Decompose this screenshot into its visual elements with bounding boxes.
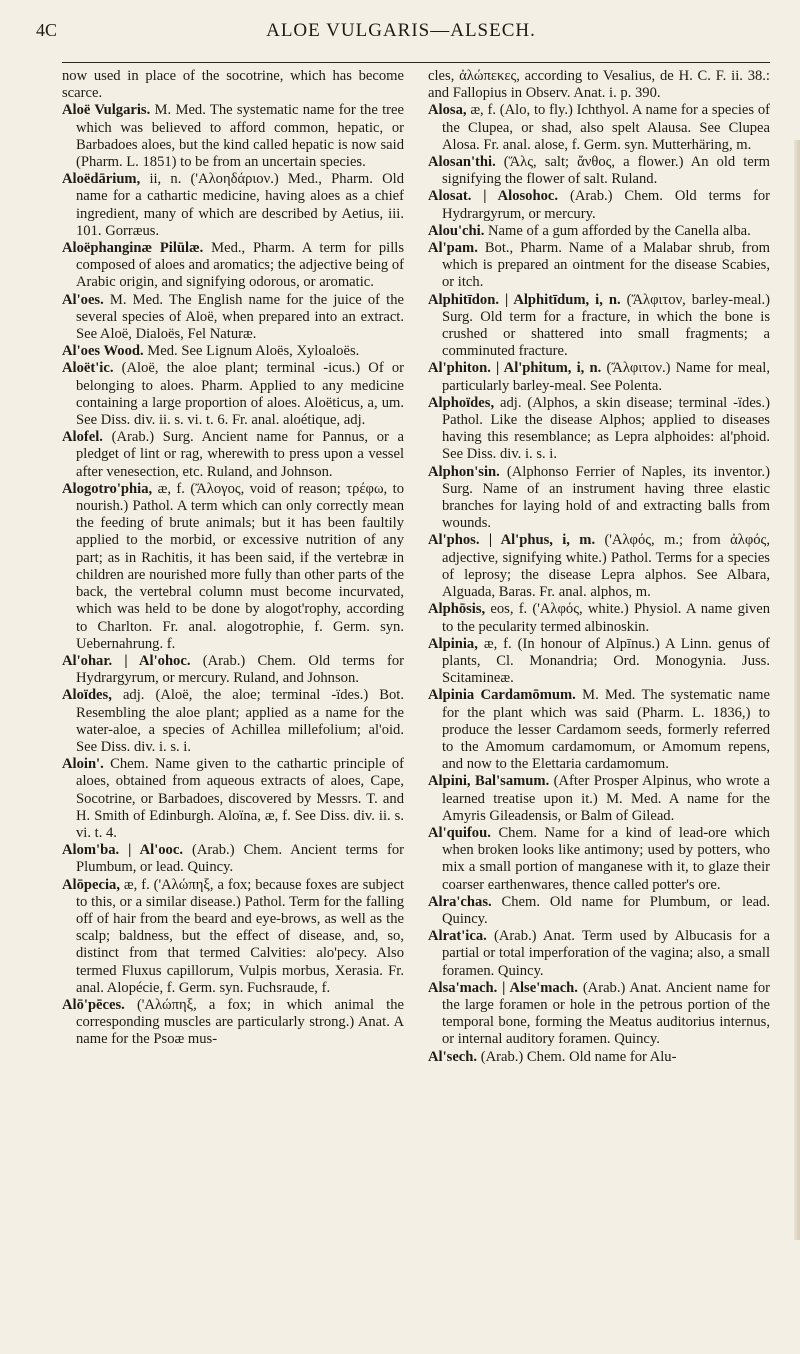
dictionary-entry	[62, 102, 404, 171]
dictionary-entry	[428, 532, 770, 601]
entry-text: Med., Pharm. A term for pills composed of aloes and aromatics; the adjective being of Arabic origin, and signifying odorous, or aromatic.	[76, 240, 404, 291]
entry-text: M. Med. The systematic name for the tree which was believed to afford common, hepatic, or Barbadoes aloes, but the kind called hepatic is now said (Pharm. L. 1851) to be from an uncertain species.	[76, 102, 404, 171]
dictionary-entry	[428, 68, 770, 102]
entry-headword: Al'sech.	[428, 1048, 478, 1065]
dictionary-entry	[62, 68, 404, 102]
dictionary-entry	[428, 980, 770, 1049]
entry-headword: Aloëphanginæ Pilūlæ.	[62, 240, 204, 257]
entry-text: Name of a gum afforded by the Canella alba.	[488, 222, 751, 239]
dictionary-entry	[62, 877, 404, 997]
entry-text: M. Med. The systematic name for the plant which was said (Pharm. L. 1836,) to produce the lesser Cardamom seeds, formerly referred to the Amomum cardamomum, or Amomum repens, and now to the Elettaria cardamomum.	[442, 687, 770, 773]
entry-text: æ, f. ('Αλώπηξ, a fox; because foxes are subject to this, or a similar disease.) Pathol. Term for the falling off of hair from the beard and eye-brows, as well as the scalp; baldness, but the effect of disease, and, so, distinct from that termed Calvities: alo'pecy. Also termed Fluxus capillorum, Vulpis morbus, Xerasia. Fr. anal. Alopécie, f. Germ. syn. Fuchsraude, f.	[76, 876, 404, 996]
entry-headword: Al'oes Wood.	[62, 343, 144, 360]
entry-headword: Alphitīdon. | Alphitīdum, i, n.	[428, 291, 621, 308]
entry-headword: Alphon'sin.	[428, 463, 500, 480]
page-edge-shadow	[794, 140, 800, 1240]
entry-headword: Aloïdes,	[62, 687, 112, 704]
entry-text: (Alphonso Ferrier of Naples, its inventor.) Surg. Name of an instrument having three elastic branches for laying hold of and extracting balls from wounds.	[442, 463, 770, 532]
entry-headword: Al'quifou.	[428, 824, 491, 841]
right-column	[428, 68, 770, 1350]
entry-headword: Alom'ba. | Al'ooc.	[62, 842, 183, 859]
dictionary-entry	[62, 481, 404, 653]
dictionary-entry	[428, 928, 770, 980]
entry-headword: Alosat. | Alosohoc.	[428, 188, 559, 205]
entry-text: eos, f. ('Αλφός, white.) Physiol. A name given to the pecularity termed albinoskin.	[442, 601, 770, 635]
dictionary-entry	[428, 360, 770, 394]
entry-text: ('Αλφός, m.; from ἀλφός, adjective, signifying white.) Pathol. Terms for a species of leprosy; the disease Lepra alphos. See Albara, Alguada, Baras. Fr. anal. alphos, m.	[442, 532, 770, 601]
entry-headword: Alrat'ica.	[428, 928, 487, 945]
header-rule	[62, 62, 770, 63]
entry-headword: Alpinia,	[428, 635, 478, 652]
entry-headword: Aloët'ic.	[62, 360, 114, 377]
entry-text: adj. (Aloë, the aloe; terminal -ïdes.) Bot. Resembling the aloe plant; applied as a name for the water-aloe, a species of Achillea millefolium; al'oid. See Diss. div. i. s. i.	[76, 687, 404, 755]
dictionary-entry	[62, 171, 404, 240]
entry-headword: Alphōsis,	[428, 601, 486, 618]
entry-text: (Ἅλς, salt; ἄνθος, a flower.) An old term signifying the flower of salt. Ruland.	[442, 154, 770, 188]
page-number: 4C	[36, 20, 58, 40]
entry-headword: Al'pam.	[428, 240, 478, 257]
entry-text: (Arab.) Anat. Term used by Albucasis for a partial or total imperforation of the vagina; also, a small foramen. Quincy.	[442, 928, 770, 979]
entry-headword: Al'oes.	[62, 291, 104, 308]
entry-headword: Alpini, Bal'samum.	[428, 773, 550, 790]
entry-text: (Aloë, the aloe plant; terminal -icus.) Of or belonging to aloes. Pharm. Applied to any medicine containing a large proportion of aloes. Aloëticus, a, um. See Diss. div. ii. s. vi. t. 6. Fr. anal. aloétique, adj.	[76, 360, 404, 429]
page-header	[36, 20, 766, 46]
dictionary-entry	[428, 894, 770, 928]
entry-text: æ, f. (Alo, to fly.) Ichthyol. A name for a species of the Clupea, or shad, also spelt Alausa. See Clupea Alosa. Fr. anal. alose, f. Germ. syn. Mutterhäring, m.	[442, 102, 770, 153]
entry-text: (Arab.) Surg. Ancient name for Pannus, or a pledget of lint or rag, wherewith to press upon a vessel after venesection, etc. Ruland, and Johnson.	[76, 429, 404, 480]
entry-headword: Al'phos. | Al'phus, i, m.	[428, 532, 596, 549]
entry-text: (Arab.) Chem. Old terms for Hydrargyrum, or mercury. Ruland, and Johnson.	[76, 652, 404, 687]
entry-text: (After Prosper Alpinus, who wrote a learned treatise upon it.) M. Med. A name for the Amyris Gileadensis, or Balm of Gilead.	[442, 773, 770, 824]
dictionary-entry	[62, 360, 404, 429]
entry-text: adj. (Alphos, a skin disease; terminal -ïdes.) Pathol. Like the disease Alphos; applied to diseases having this resemblance; as Lepra alphoides: al'phoid. See Diss. div. i. s. i.	[442, 394, 770, 463]
entry-text: (Arab.) Chem. Old name for Alu-	[480, 1048, 677, 1065]
entry-text: now used in place of the socotrine, which has become scarce.	[62, 68, 404, 102]
dictionary-entry	[62, 842, 404, 876]
dictionary-entry	[428, 464, 770, 533]
entry-text: Chem. Name for a kind of lead-ore which when broken looks like antimony; used by potters, who mix a small portion of manganese with it, to glaze their coarser earthenwares, thence called potter's ore.	[442, 824, 770, 893]
entry-headword: Alō'pēces.	[62, 996, 125, 1013]
entry-text: (Arab.) Chem. Old terms for Hydrargyrum, or mercury.	[442, 188, 770, 222]
running-title: ALOE VULGARIS—ALSECH.	[266, 20, 536, 41]
entry-headword: Alofel.	[62, 429, 103, 446]
entry-headword: Alosa,	[428, 102, 467, 119]
entry-headword: Alphoïdes,	[428, 394, 495, 411]
entry-text: cles, ἀλώπεκες, according to Vesalius, de H. C. F. ii. 38.: and Fallopius in Observ. Anat. i. p. 390.	[428, 68, 770, 102]
entry-text: æ, f. (Ἄλογος, void of reason; τρέφω, to nourish.) Pathol. A term which can only correctly mean the feeding of brute animals; but it has been faultily applied to the morbid, or excessive nutrition of any part; as in Rachitis, it has been said, if the vertebræ in children are nourished more fully than other parts of the back, the vertebral column must become incurvated, which was held to be done by alogot'rophy, according to Charlton. Fr. anal. alogotrophie, f. Germ. syn. Uebernahrung. f.	[76, 480, 404, 652]
entry-headword: Alogotro'phia,	[62, 480, 153, 497]
left-column	[62, 68, 404, 1350]
dictionary-entry	[62, 997, 404, 1049]
dictionary-entry	[428, 102, 770, 154]
entry-text: Med. See Lignum Aloës, Xyloaloës.	[147, 343, 360, 360]
dictionary-entry	[428, 223, 770, 240]
entry-headword: Alsa'mach. | Alse'mach.	[428, 979, 578, 996]
dictionary-entry	[62, 292, 404, 344]
entry-headword: Alra'chas.	[428, 893, 492, 910]
dictionary-entry	[428, 240, 770, 292]
dictionary-entry	[428, 292, 770, 361]
dictionary-entry	[428, 154, 770, 188]
entry-headword: Alpinia Cardamōmum.	[428, 687, 576, 704]
dictionary-entry	[62, 756, 404, 842]
dictionary-entry	[428, 825, 770, 894]
dictionary-entry	[428, 636, 770, 688]
entry-text: (Arab.) Chem. Ancient terms for Plumbum, or lead. Quincy.	[76, 842, 404, 876]
entry-text: æ, f. (In honour of Alpīnus.) A Linn. genus of plants, Cl. Monandria; Ord. Monogynia. Juss. Scitamineæ.	[442, 635, 770, 687]
dictionary-entry	[62, 687, 404, 756]
entry-text: Chem. Old name for Plumbum, or lead. Quincy.	[442, 893, 770, 927]
entry-headword: Aloin'.	[62, 756, 104, 773]
dictionary-entry	[62, 429, 404, 481]
dictionary-entry	[428, 687, 770, 773]
entry-headword: Alosan'thi.	[428, 154, 496, 171]
entry-headword: Aloë Vulgaris.	[62, 102, 151, 119]
entry-headword: Alōpecia,	[62, 876, 120, 893]
entry-text: (Ἄλφιτον, barley-meal.) Surg. Old term for a fracture, in which the bone is crushed or shattered into small fragments; a comminuted fracture.	[442, 291, 770, 360]
entry-headword: Aloëdārium,	[62, 171, 141, 188]
dictionary-entry	[428, 1049, 770, 1066]
dictionary-entry	[428, 395, 770, 464]
entry-text: (Arab.) Anat. Ancient name for the large foramen or hole in the petrous portion of the temporal bone, forming the Meatus auditorius internus, or internal auditory foramen. Quincy.	[442, 979, 770, 1048]
dictionary-entry	[428, 188, 770, 222]
entry-headword: Alou'chi.	[428, 222, 485, 239]
entry-text: Bot., Pharm. Name of a Malabar shrub, from which is prepared an ointment for the disease Scabies, or itch.	[442, 240, 770, 291]
dictionary-entry	[62, 240, 404, 292]
dictionary-entry	[428, 601, 770, 635]
entry-text: (Ἄλφιτον.) Name for meal, particularly barley-meal. See Polenta.	[442, 360, 770, 394]
entry-headword: Al'phiton. | Al'phitum, i, n.	[428, 360, 602, 377]
dictionary-entry	[62, 653, 404, 687]
entry-text: ii, n. ('Αλοηδάριον.) Med., Pharm. Old name for a cathartic medicine, having aloes as a chief ingredient, many of which are described by Aetius, iii. 101. Gorræus.	[76, 171, 404, 239]
entry-text: Chem. Name given to the cathartic principle of aloes, obtained from aqueous extracts of aloes, Cape, Socotrine, or Barbadoes, discovered by Messrs. T. and H. Smith of Edinburgh. Aloïna, æ, f. See Diss. div. ii. s. vi. t. 4.	[76, 756, 404, 841]
dictionary-entry	[62, 343, 404, 360]
entry-headword: Al'ohar. | Al'ohoc.	[62, 652, 191, 669]
entry-text: M. Med. The English name for the juice of the several species of Aloë, when prepared into an extract. See Aloë, Dialoës, Fel Naturæ.	[76, 291, 404, 343]
entry-text: ('Αλώπηξ, a fox; in which animal the corresponding muscles are particularly strong.) Anat. A name for the Psoæ mus-	[76, 996, 404, 1048]
dictionary-entry	[428, 773, 770, 825]
